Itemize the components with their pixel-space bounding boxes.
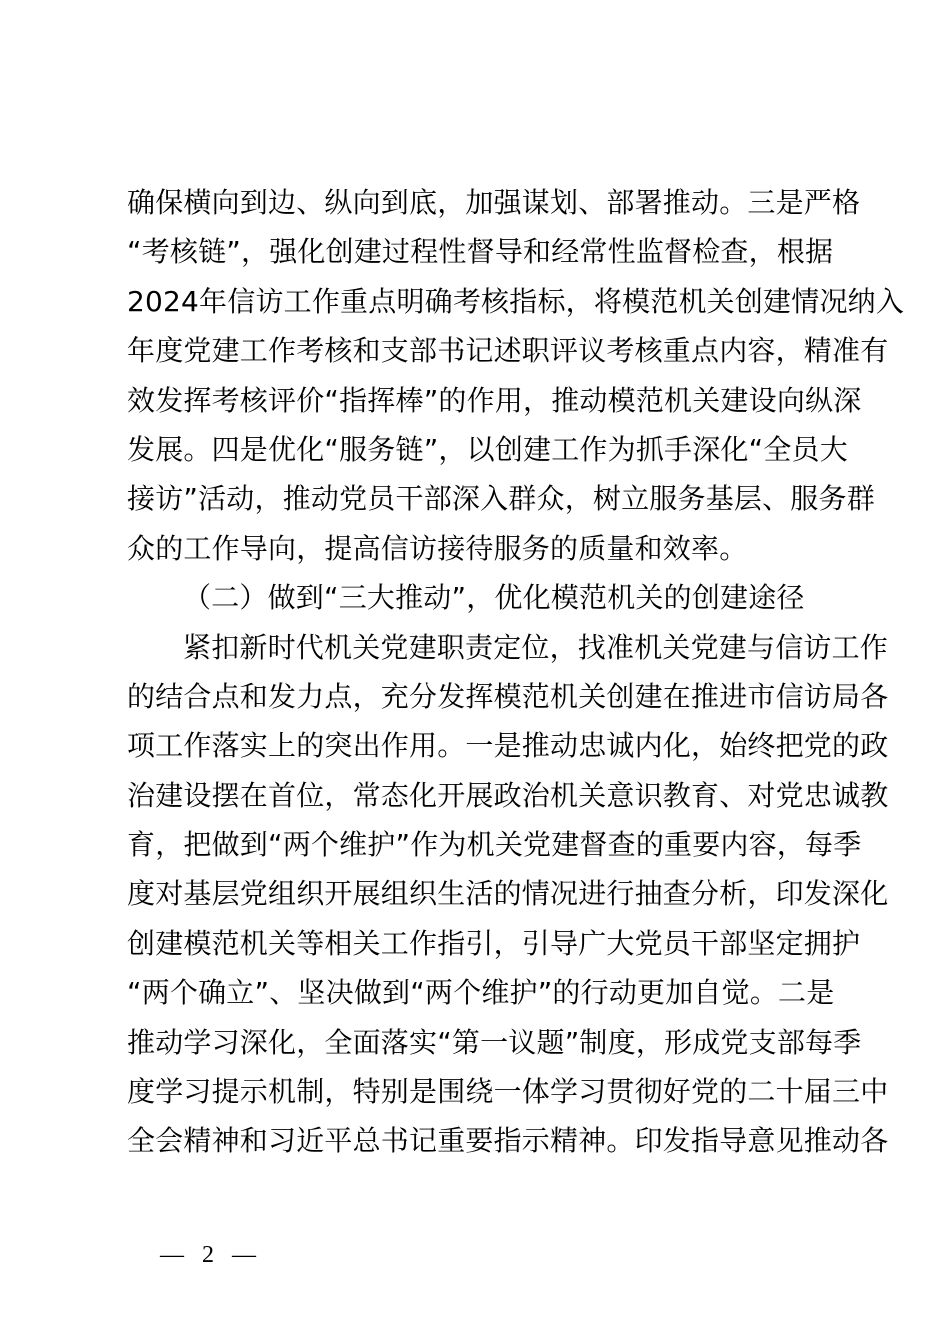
text-line: 度对基层党组织开展组织生活的情况进行抽查分析，印发深化 [127,877,889,911]
text-line: 治建设摆在首位，常态化开展政治机关意识教育、对党忠诚教 [127,778,889,812]
text-line: “考核链”，强化创建过程性督导和经常性监督检查，根据 [127,235,834,269]
body-text [127,178,905,1166]
text-line: 的结合点和发力点，充分发挥模范机关创建在推进市信访局各 [127,679,889,713]
text-line: 接访”活动，推动党员干部深入群众，树立服务基层、服务群 [127,482,875,516]
paragraph-first-line: 紧扣新时代机关党建职责定位，找准机关党建与信访工作 [183,630,889,664]
text-line: 年度党建工作考核和支部书记述职评议考核重点内容，精准有 [127,334,889,368]
text-line: 创建模范机关等相关工作指引，引导广大党员干部坚定拥护 [127,926,861,960]
text-line: 众的工作导向，提高信访接待服务的质量和效率。 [127,531,748,565]
text-line: 全会精神和习近平总书记重要指示精神。印发指导意见推动各 [127,1124,889,1158]
text-line: “两个确立”、坚决做到“两个维护”的行动更加自觉。二是 [127,976,835,1010]
text-line: 效发挥考核评价“指挥棒”的作用，推动模范机关建设向纵深 [127,383,862,417]
page-number: — 2 — [160,1242,262,1268]
text-line: 发展。四是优化“服务链”，以创建工作为抓手深化“全员大 [127,432,848,466]
text-line: 育，把做到“两个维护”作为机关党建督查的重要内容，每季 [127,828,862,862]
text-line: 推动学习深化，全面落实“第一议题”制度，形成党支部每季 [127,1025,862,1059]
section-heading: （二）做到“三大推动”，优化模范机关的创建途径 [183,581,805,615]
text-line: 项工作落实上的突出作用。一是推动忠诚内化，始终把党的政 [127,729,889,763]
text-line: 度学习提示机制，特别是围绕一体学习贯彻好党的二十届三中 [127,1075,889,1109]
text-line: 2024年信访工作重点明确考核指标，将模范机关创建情况纳入 [127,284,905,318]
text-line: 确保横向到边、纵向到底，加强谋划、部署推动。三是严格 [127,186,861,219]
